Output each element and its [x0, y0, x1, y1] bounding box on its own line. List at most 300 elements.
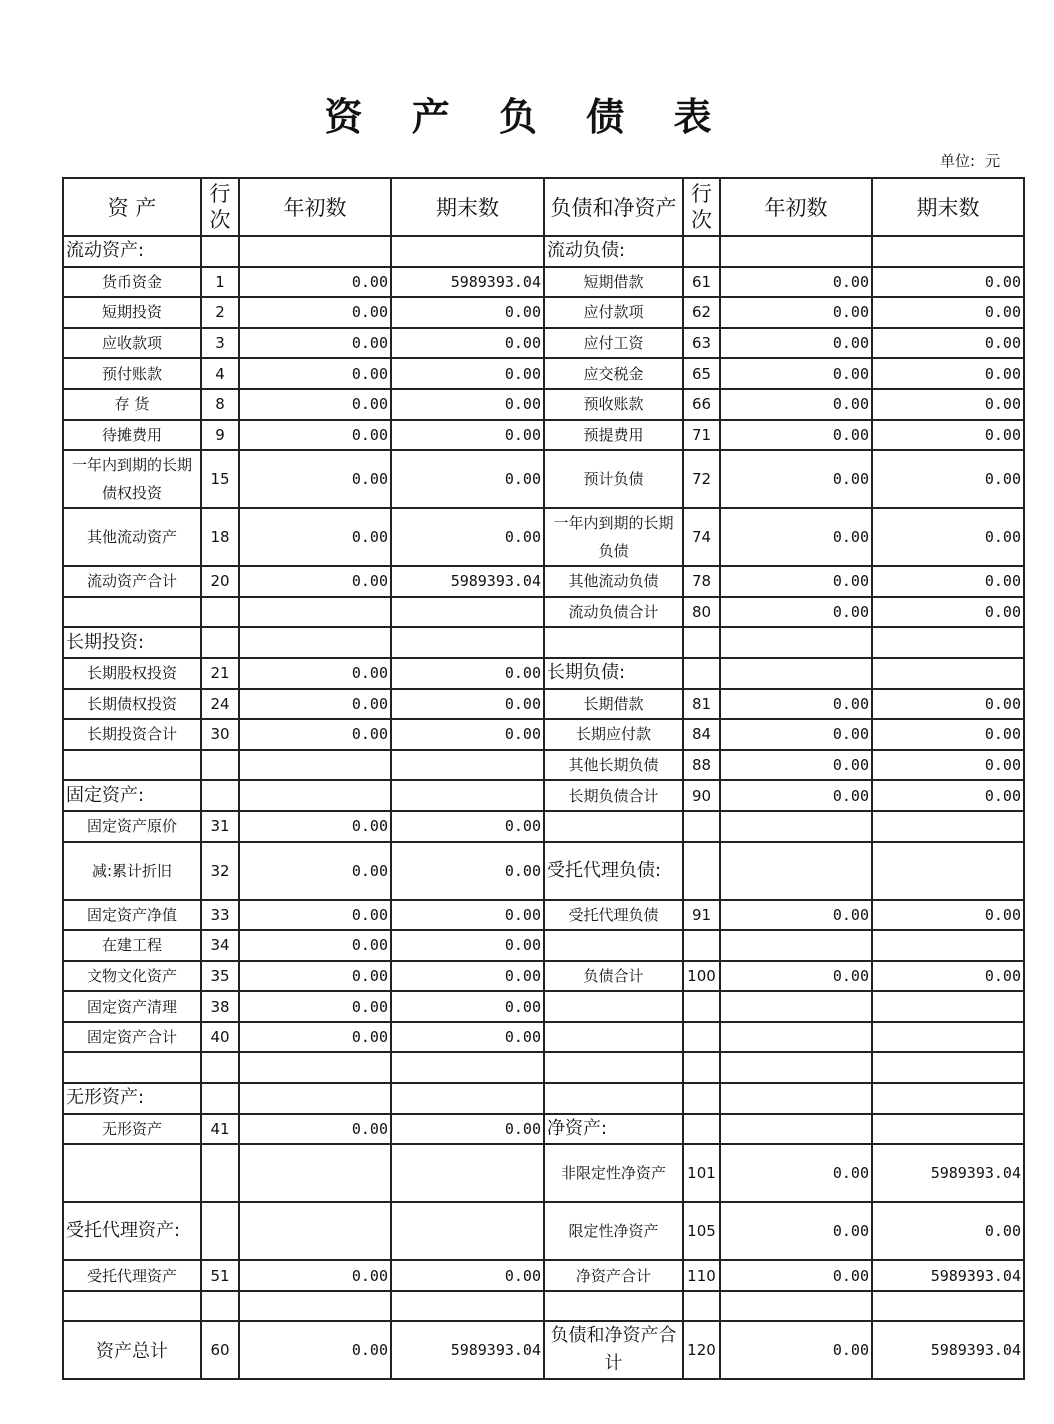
table-row: [63, 719, 1024, 750]
liability-name: [544, 991, 683, 1022]
table-row: [63, 627, 1024, 658]
table-row: [63, 358, 1024, 389]
liability-begin: 0.00: [720, 689, 872, 720]
asset-name: 资产总计: [63, 1321, 201, 1379]
liability-end: 0.00: [872, 719, 1024, 750]
liability-name: [544, 1022, 683, 1053]
liability-end: [872, 236, 1024, 267]
table-row: [63, 1052, 1024, 1083]
asset-name: [63, 597, 201, 628]
asset-row-no: 4: [201, 358, 239, 389]
asset-row-no: 24: [201, 689, 239, 720]
liability-begin: 0.00: [720, 750, 872, 781]
asset-begin: 0.00: [239, 566, 391, 597]
liability-end: 5989393.04: [872, 1321, 1024, 1379]
asset-begin: 0.00: [239, 961, 391, 992]
header-row-no: 行次: [201, 178, 239, 236]
asset-begin: [239, 1052, 391, 1083]
liability-begin: 0.00: [720, 450, 872, 508]
asset-begin: [239, 627, 391, 658]
liability-row-no: 88: [683, 750, 720, 781]
liability-end: 0.00: [872, 267, 1024, 298]
liability-end: 0.00: [872, 689, 1024, 720]
liability-end: [872, 1114, 1024, 1145]
asset-name: 受托代理资产:: [63, 1202, 201, 1260]
liability-begin: [720, 811, 872, 842]
liability-begin: 0.00: [720, 389, 872, 420]
table-row: [63, 1144, 1024, 1202]
liability-begin: [720, 930, 872, 961]
liability-name: 长期负债合计: [544, 780, 683, 811]
liability-end: 0.00: [872, 328, 1024, 359]
asset-row-no: 31: [201, 811, 239, 842]
unit-label-text: 单位:: [940, 152, 976, 170]
liability-name: 一年内到期的长期负债: [544, 508, 683, 566]
liability-name: 其他流动负债: [544, 566, 683, 597]
table-row: [63, 930, 1024, 961]
asset-end: [391, 597, 544, 628]
header-liability: 负债和净资产: [544, 178, 683, 236]
asset-row-no: 8: [201, 389, 239, 420]
table-row: [63, 508, 1024, 566]
liability-end: 5989393.04: [872, 1260, 1024, 1291]
liability-end: [872, 842, 1024, 900]
asset-name: 文物文化资产: [63, 961, 201, 992]
liability-name: 受托代理负债: [544, 900, 683, 931]
table-row: [63, 750, 1024, 781]
liability-row-no: 100: [683, 961, 720, 992]
liability-row-no: 101: [683, 1144, 720, 1202]
header-end: 期末数: [391, 178, 544, 236]
asset-end: 0.00: [391, 930, 544, 961]
asset-end: 0.00: [391, 450, 544, 508]
asset-end: 5989393.04: [391, 267, 544, 298]
liability-begin: [720, 1114, 872, 1145]
liability-end: [872, 1022, 1024, 1053]
asset-end: 0.00: [391, 991, 544, 1022]
asset-row-no: 2: [201, 297, 239, 328]
asset-row-no: [201, 1144, 239, 1202]
liability-row-no: 90: [683, 780, 720, 811]
balance-sheet-body: [63, 236, 1024, 1379]
liability-name: 长期负债:: [544, 658, 683, 689]
liability-row-no: 91: [683, 900, 720, 931]
asset-begin: 0.00: [239, 1114, 391, 1145]
unit-label: [940, 150, 1000, 171]
liability-end: 0.00: [872, 420, 1024, 451]
liability-end: 0.00: [872, 597, 1024, 628]
asset-name: 长期投资:: [63, 627, 201, 658]
liability-name: 应付款项: [544, 297, 683, 328]
liability-name: 限定性净资产: [544, 1202, 683, 1260]
table-row: [63, 236, 1024, 267]
liability-begin: 0.00: [720, 900, 872, 931]
liability-begin: 0.00: [720, 297, 872, 328]
liability-name: 应付工资: [544, 328, 683, 359]
asset-name: [63, 1052, 201, 1083]
asset-name: 减:累计折旧: [63, 842, 201, 900]
asset-name: 长期债权投资: [63, 689, 201, 720]
liability-end: [872, 811, 1024, 842]
asset-row-no: 40: [201, 1022, 239, 1053]
asset-end: 0.00: [391, 811, 544, 842]
asset-begin: 0.00: [239, 1260, 391, 1291]
header-row: [63, 178, 1024, 236]
asset-begin: [239, 780, 391, 811]
asset-row-no: 18: [201, 508, 239, 566]
asset-name: [63, 1291, 201, 1322]
liability-name: 长期应付款: [544, 719, 683, 750]
liability-end: 0.00: [872, 961, 1024, 992]
asset-name: 流动资产:: [63, 236, 201, 267]
liability-row-no: 105: [683, 1202, 720, 1260]
liability-row-no: [683, 1022, 720, 1053]
liability-name: 净资产合计: [544, 1260, 683, 1291]
asset-name: 固定资产原价: [63, 811, 201, 842]
table-row: [63, 1260, 1024, 1291]
asset-begin: 0.00: [239, 842, 391, 900]
asset-begin: 0.00: [239, 328, 391, 359]
liability-row-no: 61: [683, 267, 720, 298]
asset-name: 无形资产:: [63, 1083, 201, 1114]
table-row: [63, 961, 1024, 992]
asset-begin: 0.00: [239, 389, 391, 420]
asset-begin: [239, 750, 391, 781]
liability-begin: 0.00: [720, 420, 872, 451]
asset-begin: 0.00: [239, 719, 391, 750]
liability-begin: 0.00: [720, 267, 872, 298]
table-row: [63, 420, 1024, 451]
asset-row-no: 1: [201, 267, 239, 298]
asset-end: 0.00: [391, 842, 544, 900]
asset-begin: 0.00: [239, 267, 391, 298]
liability-name: [544, 1083, 683, 1114]
asset-begin: [239, 1083, 391, 1114]
asset-row-no: [201, 1052, 239, 1083]
table-row: [63, 328, 1024, 359]
liability-row-no: 120: [683, 1321, 720, 1379]
liability-row-no: [683, 236, 720, 267]
table-row: [63, 566, 1024, 597]
asset-name: 固定资产:: [63, 780, 201, 811]
asset-begin: 0.00: [239, 358, 391, 389]
liability-end: 0.00: [872, 900, 1024, 931]
liability-end: 5989393.04: [872, 1144, 1024, 1202]
liability-row-no: 63: [683, 328, 720, 359]
asset-name: 应收款项: [63, 328, 201, 359]
liability-end: 0.00: [872, 750, 1024, 781]
liability-name: 非限定性净资产: [544, 1144, 683, 1202]
asset-name: 待摊费用: [63, 420, 201, 451]
asset-end: [391, 1052, 544, 1083]
header-asset: 资 产: [63, 178, 201, 236]
asset-end: [391, 1083, 544, 1114]
asset-end: [391, 627, 544, 658]
asset-end: 0.00: [391, 389, 544, 420]
header-begin-2: 年初数: [720, 178, 872, 236]
asset-end: 0.00: [391, 900, 544, 931]
asset-begin: 0.00: [239, 991, 391, 1022]
liability-end: 0.00: [872, 389, 1024, 420]
liability-begin: [720, 991, 872, 1022]
asset-row-no: 21: [201, 658, 239, 689]
table-row: [63, 1114, 1024, 1145]
liability-end: [872, 930, 1024, 961]
asset-row-no: 3: [201, 328, 239, 359]
table-row: [63, 1022, 1024, 1053]
asset-name: 长期股权投资: [63, 658, 201, 689]
asset-name: 短期投资: [63, 297, 201, 328]
header-end-2: 期末数: [872, 178, 1024, 236]
table-row: [63, 1291, 1024, 1322]
asset-begin: 0.00: [239, 297, 391, 328]
table-row: [63, 900, 1024, 931]
liability-end: [872, 1052, 1024, 1083]
asset-begin: 0.00: [239, 420, 391, 451]
asset-name: [63, 1144, 201, 1202]
asset-end: 0.00: [391, 1114, 544, 1145]
asset-row-no: 15: [201, 450, 239, 508]
table-row: [63, 267, 1024, 298]
liability-begin: [720, 1083, 872, 1114]
liability-begin: 0.00: [720, 328, 872, 359]
table-row: [63, 689, 1024, 720]
asset-end: [391, 750, 544, 781]
table-row: [63, 811, 1024, 842]
liability-begin: [720, 842, 872, 900]
asset-row-no: [201, 1202, 239, 1260]
table-row: [63, 597, 1024, 628]
asset-row-no: [201, 750, 239, 781]
liability-name: [544, 1052, 683, 1083]
table-row: [63, 450, 1024, 508]
asset-begin: [239, 597, 391, 628]
asset-name: 存 货: [63, 389, 201, 420]
liability-name: 负债和净资产合计: [544, 1321, 683, 1379]
liability-row-no: [683, 842, 720, 900]
liability-begin: 0.00: [720, 1144, 872, 1202]
liability-name: 预收账款: [544, 389, 683, 420]
asset-row-no: 34: [201, 930, 239, 961]
liability-end: 0.00: [872, 508, 1024, 566]
asset-begin: 0.00: [239, 930, 391, 961]
asset-row-no: [201, 1291, 239, 1322]
liability-end: [872, 658, 1024, 689]
asset-name: [63, 750, 201, 781]
liability-name: 短期借款: [544, 267, 683, 298]
asset-end: 0.00: [391, 961, 544, 992]
asset-name: 预付账款: [63, 358, 201, 389]
asset-end: 0.00: [391, 1022, 544, 1053]
asset-begin: [239, 1144, 391, 1202]
liability-begin: 0.00: [720, 1260, 872, 1291]
asset-name: 固定资产清理: [63, 991, 201, 1022]
unit-value: 元: [985, 152, 1001, 170]
liability-begin: 0.00: [720, 1321, 872, 1379]
asset-end: 0.00: [391, 658, 544, 689]
liability-name: 负债合计: [544, 961, 683, 992]
liability-begin: [720, 1022, 872, 1053]
asset-end: 0.00: [391, 689, 544, 720]
asset-row-no: 30: [201, 719, 239, 750]
asset-begin: [239, 1202, 391, 1260]
table-row: [63, 389, 1024, 420]
liability-row-no: [683, 627, 720, 658]
liability-begin: [720, 1052, 872, 1083]
liability-end: 0.00: [872, 297, 1024, 328]
liability-row-no: [683, 930, 720, 961]
asset-end: [391, 1291, 544, 1322]
liability-name: 流动负债合计: [544, 597, 683, 628]
liability-row-no: 72: [683, 450, 720, 508]
liability-begin: 0.00: [720, 566, 872, 597]
header-row-no-2: 行次: [683, 178, 720, 236]
table-row: [63, 297, 1024, 328]
liability-end: 0.00: [872, 566, 1024, 597]
asset-row-no: 32: [201, 842, 239, 900]
liability-row-no: 71: [683, 420, 720, 451]
liability-begin: 0.00: [720, 961, 872, 992]
asset-begin: 0.00: [239, 658, 391, 689]
asset-begin: 0.00: [239, 1321, 391, 1379]
asset-name: 长期投资合计: [63, 719, 201, 750]
table-row: [63, 1202, 1024, 1260]
liability-begin: 0.00: [720, 780, 872, 811]
liability-name: 其他长期负债: [544, 750, 683, 781]
liability-name: [544, 811, 683, 842]
liability-name: 预提费用: [544, 420, 683, 451]
liability-name: 长期借款: [544, 689, 683, 720]
asset-name: 受托代理资产: [63, 1260, 201, 1291]
liability-name: [544, 1291, 683, 1322]
liability-row-no: 66: [683, 389, 720, 420]
liability-row-no: 84: [683, 719, 720, 750]
liability-begin: [720, 658, 872, 689]
asset-begin: 0.00: [239, 811, 391, 842]
liability-begin: 0.00: [720, 1202, 872, 1260]
liability-end: 0.00: [872, 358, 1024, 389]
liability-name: [544, 627, 683, 658]
asset-row-no: 33: [201, 900, 239, 931]
liability-end: [872, 1083, 1024, 1114]
table-row: [63, 842, 1024, 900]
liability-end: [872, 627, 1024, 658]
liability-row-no: [683, 1114, 720, 1145]
liability-name: 预计负债: [544, 450, 683, 508]
asset-begin: 0.00: [239, 900, 391, 931]
table-row: [63, 1321, 1024, 1379]
asset-begin: [239, 1291, 391, 1322]
asset-row-no: [201, 627, 239, 658]
page-title: 资 产 负 债 表: [324, 94, 730, 139]
liability-begin: [720, 627, 872, 658]
asset-end: [391, 1144, 544, 1202]
asset-name: 无形资产: [63, 1114, 201, 1145]
liability-row-no: [683, 811, 720, 842]
asset-begin: 0.00: [239, 450, 391, 508]
liability-end: 0.00: [872, 450, 1024, 508]
liability-row-no: 74: [683, 508, 720, 566]
asset-name: 固定资产净值: [63, 900, 201, 931]
asset-row-no: 60: [201, 1321, 239, 1379]
liability-row-no: [683, 658, 720, 689]
liability-name: 净资产:: [544, 1114, 683, 1145]
liability-row-no: [683, 1052, 720, 1083]
asset-end: 0.00: [391, 1260, 544, 1291]
asset-name: 在建工程: [63, 930, 201, 961]
asset-row-no: 51: [201, 1260, 239, 1291]
asset-row-no: 41: [201, 1114, 239, 1145]
liability-name: 受托代理负债:: [544, 842, 683, 900]
asset-end: 0.00: [391, 358, 544, 389]
liability-begin: 0.00: [720, 719, 872, 750]
liability-row-no: 81: [683, 689, 720, 720]
asset-end: 0.00: [391, 297, 544, 328]
table-row: [63, 658, 1024, 689]
liability-begin: [720, 236, 872, 267]
liability-row-no: 62: [683, 297, 720, 328]
liability-end: [872, 991, 1024, 1022]
liability-row-no: [683, 991, 720, 1022]
asset-row-no: 35: [201, 961, 239, 992]
liability-begin: [720, 1291, 872, 1322]
liability-end: 0.00: [872, 1202, 1024, 1260]
asset-row-no: [201, 597, 239, 628]
asset-row-no: 9: [201, 420, 239, 451]
asset-row-no: 20: [201, 566, 239, 597]
liability-begin: 0.00: [720, 508, 872, 566]
asset-end: [391, 236, 544, 267]
liability-row-no: 110: [683, 1260, 720, 1291]
liability-row-no: 80: [683, 597, 720, 628]
liability-end: [872, 1291, 1024, 1322]
liability-name: 流动负债:: [544, 236, 683, 267]
table-row: [63, 1083, 1024, 1114]
asset-end: [391, 780, 544, 811]
asset-begin: 0.00: [239, 689, 391, 720]
liability-row-no: 78: [683, 566, 720, 597]
asset-row-no: [201, 780, 239, 811]
liability-begin: 0.00: [720, 358, 872, 389]
liability-name: 应交税金: [544, 358, 683, 389]
asset-begin: 0.00: [239, 508, 391, 566]
asset-end: 0.00: [391, 508, 544, 566]
asset-end: 5989393.04: [391, 1321, 544, 1379]
table-row: [63, 991, 1024, 1022]
asset-end: [391, 1202, 544, 1260]
asset-row-no: [201, 1083, 239, 1114]
asset-row-no: [201, 236, 239, 267]
table-row: [63, 780, 1024, 811]
liability-row-no: 65: [683, 358, 720, 389]
asset-name: 流动资产合计: [63, 566, 201, 597]
header-begin: 年初数: [239, 178, 391, 236]
liability-row-no: [683, 1291, 720, 1322]
liability-begin: 0.00: [720, 597, 872, 628]
asset-name: 货币资金: [63, 267, 201, 298]
liability-name: [544, 930, 683, 961]
liability-end: 0.00: [872, 780, 1024, 811]
asset-name: 其他流动资产: [63, 508, 201, 566]
asset-begin: [239, 236, 391, 267]
asset-end: 5989393.04: [391, 566, 544, 597]
asset-name: 一年内到期的长期债权投资: [63, 450, 201, 508]
liability-row-no: [683, 1083, 720, 1114]
balance-sheet-table: [62, 177, 1025, 1380]
asset-end: 0.00: [391, 420, 544, 451]
asset-begin: 0.00: [239, 1022, 391, 1053]
asset-end: 0.00: [391, 328, 544, 359]
